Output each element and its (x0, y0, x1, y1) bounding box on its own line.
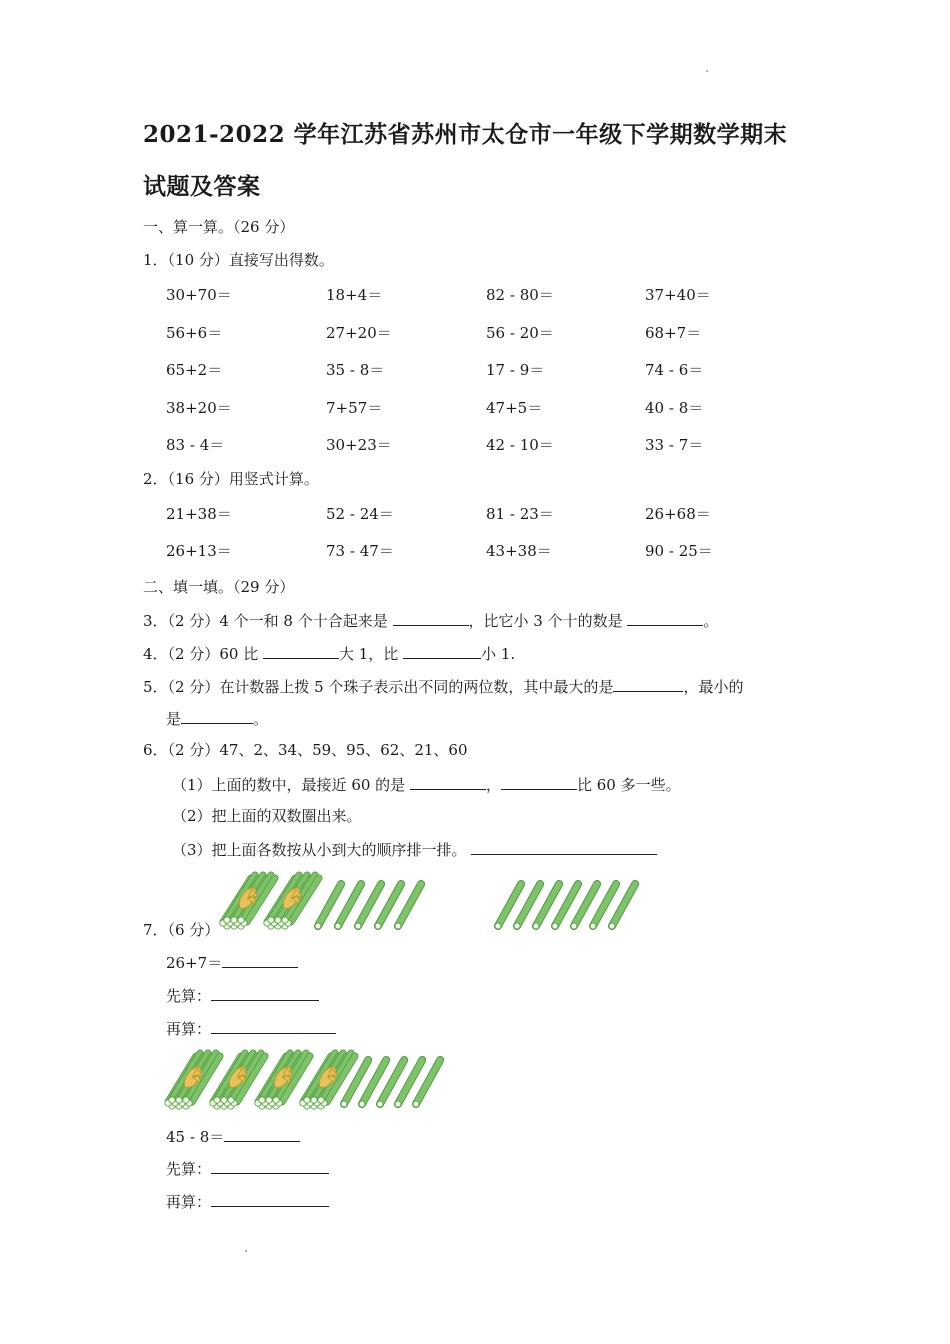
equation-cell: 21+38＝ (166, 505, 232, 523)
q7-eq1-blank[interactable] (222, 951, 298, 968)
bundle-stick-end (231, 917, 237, 923)
stick-end (341, 1101, 347, 1107)
bundle-stick-end (224, 917, 230, 923)
q4-blank-1[interactable] (263, 642, 339, 659)
bundle-stick-end (304, 1097, 310, 1103)
bundle-stick-end (266, 1097, 272, 1103)
equation-cell: 74 - 6＝ (645, 361, 704, 379)
stick-bundles-picture-2 (160, 1042, 460, 1114)
equation-cell: 81 - 23＝ (486, 505, 554, 523)
q7-then2-blank[interactable] (211, 1190, 329, 1207)
q7-first2: 先算： (166, 1157, 329, 1179)
page-title-line2: 试题及答案 (143, 173, 261, 200)
bundle-stick-end (183, 1097, 189, 1103)
stick-end (413, 1101, 419, 1107)
q1-heading: 1．（10 分）直接写出得数。 (143, 251, 334, 269)
stick-bundles-picture-1 (215, 866, 655, 936)
q5-blank-2[interactable] (181, 707, 253, 724)
q7-eq1: 26+7＝ (166, 951, 298, 973)
q7-then1: 再算： (166, 1017, 336, 1039)
bundle-stick-end (311, 1097, 317, 1103)
stick-end (375, 923, 381, 929)
stick-end (355, 923, 361, 929)
equation-cell: 40 - 8＝ (645, 398, 704, 417)
equation-cell: 37+40＝ (645, 286, 711, 304)
q6-blank-1[interactable] (410, 773, 486, 790)
equation-cell: 47+5＝ (486, 398, 543, 417)
q3: 3．（2 分）4 个一和 8 个十合起来是 ，比它小 3 个十的数是 。 (143, 609, 718, 631)
q7-eq2: 45 - 8＝ (166, 1125, 300, 1147)
equation-cell: 68+7＝ (645, 323, 702, 342)
equation-cell: 83 - 4＝ (166, 436, 225, 454)
stick-end (514, 923, 520, 929)
stick-end (571, 923, 577, 929)
bundle-stick-end (228, 1097, 234, 1103)
bundle-stick-end (238, 917, 244, 923)
q6-blank-3[interactable] (471, 838, 657, 855)
equation-cell: 82 - 80＝ (486, 286, 554, 304)
equation-cell: 18+4＝ (326, 286, 383, 304)
q3-blank-2[interactable] (627, 609, 703, 626)
stick-end (533, 923, 539, 929)
equation-cell: 33 - 7＝ (645, 436, 704, 454)
bundle-stick-end (176, 1097, 182, 1103)
scan-dot (706, 70, 708, 72)
bundle-stick-end (275, 917, 281, 923)
section-1-heading: 一、算一算。（26 分） (143, 218, 295, 236)
equation-cell: 73 - 47＝ (326, 542, 394, 560)
equation-cell: 17 - 9＝ (486, 361, 545, 379)
equation-cell: 56+6＝ (166, 323, 223, 342)
equation-cell: 52 - 24＝ (326, 505, 394, 523)
q7-first2-blank[interactable] (211, 1157, 329, 1174)
stick-end (377, 1101, 383, 1107)
section-2-heading: 二、填一填。（29 分） (143, 578, 295, 596)
equation-cell: 26+68＝ (645, 505, 711, 523)
q6-sub1: （1）上面的数中，最接近 60 的是 ， 比 60 多一些。 (172, 773, 681, 795)
equation-cell: 38+20＝ (166, 398, 232, 417)
equation-cell: 43+38＝ (486, 542, 552, 560)
q7-then1-blank[interactable] (211, 1017, 336, 1034)
q3-blank-1[interactable] (393, 609, 469, 626)
equation-cell: 90 - 25＝ (645, 542, 713, 560)
equation-cell: 26+13＝ (166, 542, 232, 560)
q5-blank-1[interactable] (613, 675, 683, 692)
bundle-stick-end (169, 1097, 175, 1103)
stick-end (315, 923, 321, 929)
equation-cell: 30+70＝ (166, 286, 232, 304)
q4-blank-2[interactable] (403, 642, 481, 659)
bundle-stick-end (282, 917, 288, 923)
stick-end (552, 923, 558, 929)
equation-cell: 35 - 8＝ (326, 361, 385, 379)
bundle-stick-end (273, 1097, 279, 1103)
q6-heading: 6．（2 分）47、2、34、59、95、62、21、60 (143, 741, 468, 759)
stick-end (495, 923, 501, 929)
equation-cell: 65+2＝ (166, 361, 223, 379)
bundle-stick-end (214, 1097, 220, 1103)
equation-cell: 30+23＝ (326, 436, 392, 454)
q5-line1: 5．（2 分）在计数器上拨 5 个珠子表示出不同的两位数，其中最大的是 ，最小的 (143, 675, 743, 697)
equation-cell: 56 - 20＝ (486, 323, 554, 342)
q4: 4．（2 分）60 比 大 1，比 小 1. (143, 642, 515, 664)
scan-dot (245, 1250, 247, 1252)
q6-sub3: （3）把上面各数按从小到大的顺序排一排。 (172, 838, 657, 860)
bundle-stick-end (318, 1097, 324, 1103)
stick-end (590, 923, 596, 929)
q5-line2: 是 。 (166, 707, 268, 729)
stick-end (395, 923, 401, 929)
q7-then2: 再算： (166, 1190, 329, 1212)
bundle-stick-end (221, 1097, 227, 1103)
q6-sub2: （2）把上面的双数圈出来。 (172, 807, 362, 825)
q7-label: 7．（6 分） (143, 921, 220, 939)
q7-first1-blank[interactable] (211, 984, 319, 1001)
bundle-stick-end (259, 1097, 265, 1103)
equation-cell: 27+20＝ (326, 323, 392, 342)
stick-end (609, 923, 615, 929)
stick-end (335, 923, 341, 929)
q7-eq2-blank[interactable] (224, 1125, 300, 1142)
bundle-stick-end (268, 917, 274, 923)
stick-end (395, 1101, 401, 1107)
page-title-line1: 2021-2022 学年江苏省苏州市太仓市一年级下学期数学期末 (143, 121, 788, 148)
q2-heading: 2．（16 分）用竖式计算。 (143, 470, 319, 488)
stick-end (359, 1101, 365, 1107)
q6-blank-2[interactable] (501, 773, 577, 790)
equation-cell: 42 - 10＝ (486, 436, 554, 454)
equation-cell: 7+57＝ (326, 398, 383, 417)
q7-first1: 先算： (166, 984, 319, 1006)
